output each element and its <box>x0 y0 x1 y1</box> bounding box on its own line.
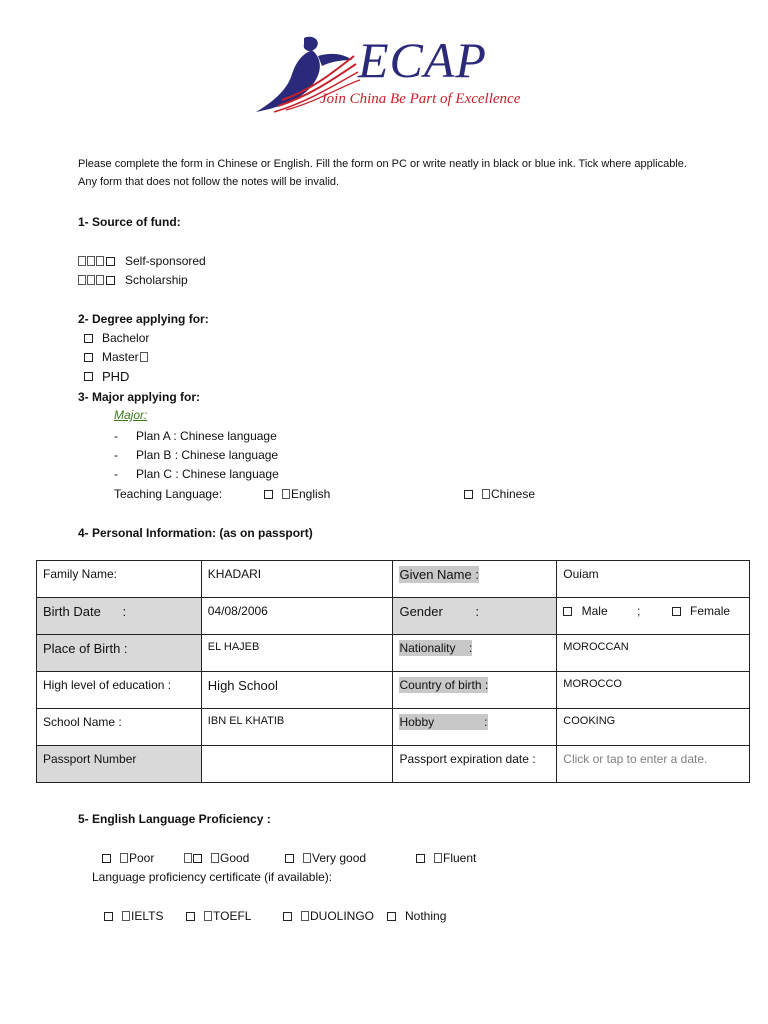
checkbox-nothing[interactable] <box>387 912 396 921</box>
hobby-label: Hobby : <box>399 715 488 729</box>
cert-option-ielts[interactable] <box>104 909 163 923</box>
checkbox-fluent[interactable] <box>416 854 425 863</box>
passport-exp-date-picker[interactable]: Click or tap to enter a date. <box>557 746 750 783</box>
passport-number-label: Passport Number <box>37 746 202 783</box>
table-row <box>37 635 750 672</box>
checkbox-phd[interactable] <box>84 372 93 381</box>
country-birth-field[interactable]: MOROCCO <box>557 672 750 709</box>
degree-option-label: Bachelor <box>102 331 150 345</box>
level-option-label: Fluent <box>443 851 477 865</box>
degree-option-label: Master <box>102 350 139 364</box>
cert-option-label: TOEFL <box>213 909 252 923</box>
section-title-major: 3- Major applying for: <box>78 390 201 404</box>
checkbox-english[interactable] <box>264 490 273 499</box>
checkbox-duolingo[interactable] <box>283 912 292 921</box>
checkbox-poor[interactable] <box>102 854 111 863</box>
family-name-field[interactable]: KHADARI <box>201 561 393 598</box>
hobby-field[interactable]: COOKING <box>557 709 750 746</box>
place-birth-cell <box>37 635 202 672</box>
table-row <box>37 672 750 709</box>
list-dash: - <box>114 467 118 481</box>
level-option-good[interactable] <box>184 851 249 865</box>
level-option-very-good[interactable] <box>285 851 366 865</box>
gender-cell <box>393 598 557 635</box>
school-name-label: School Name : <box>37 709 202 746</box>
given-name-label: Given Name : <box>399 567 479 582</box>
degree-option-label: PHD <box>102 369 130 384</box>
cert-option-label: Nothing <box>405 909 447 923</box>
fund-option-scholarship[interactable] <box>78 273 188 287</box>
checkbox-good[interactable] <box>193 854 202 863</box>
place-birth-field[interactable]: EL HAJEB <box>201 635 393 672</box>
plan-item <box>114 467 279 481</box>
cert-option-duolingo[interactable] <box>283 909 374 923</box>
nationality-cell <box>393 635 557 672</box>
teaching-language-label: Teaching Language: <box>114 487 223 501</box>
intro-line-1: Please complete the form in Chinese or English. Fill the form on PC or write neatly in black or blue ink. Tick where applicable. <box>78 158 687 170</box>
plan-item <box>114 429 277 443</box>
section-title-degree: 2- Degree applying for: <box>78 312 209 326</box>
given-name-field[interactable]: Ouiam <box>557 561 750 598</box>
checkbox-bachelor[interactable] <box>84 334 93 343</box>
education-field[interactable]: High School <box>201 672 393 709</box>
checkbox-scholarship[interactable] <box>106 276 115 285</box>
fund-option-label: Self-sponsored <box>125 254 206 268</box>
place-birth-label: Place of Birth : <box>43 641 128 656</box>
section-title-personal: 4- Personal Information: (as on passport) <box>78 526 313 540</box>
major-label: Major: <box>114 408 148 422</box>
teaching-option-chinese[interactable] <box>464 487 535 501</box>
gender-separator: ; <box>636 604 641 618</box>
teaching-option-label: Chinese <box>491 487 536 501</box>
checkbox-toefl[interactable] <box>186 912 195 921</box>
brand-name: ECAP <box>358 32 487 88</box>
gender-label: Gender : <box>399 604 479 619</box>
nationality-field[interactable]: MOROCCAN <box>557 635 750 672</box>
plan-label: Plan C : Chinese language <box>136 467 279 481</box>
teaching-option-label: English <box>291 487 331 501</box>
checkbox-male[interactable] <box>563 607 572 616</box>
fund-option-self-sponsored[interactable] <box>78 254 206 268</box>
hobby-cell <box>393 709 557 746</box>
degree-option-phd[interactable] <box>84 369 129 384</box>
cert-option-label: DUOLINGO <box>310 909 375 923</box>
nationality-label: Nationality : <box>399 641 473 655</box>
plan-label: Plan B : Chinese language <box>136 448 279 462</box>
checkbox-very-good[interactable] <box>285 854 294 863</box>
degree-option-bachelor[interactable] <box>84 331 149 345</box>
plan-item <box>114 448 279 462</box>
checkbox-self-sponsored[interactable] <box>106 257 115 266</box>
table-row <box>37 561 750 598</box>
level-option-label: Poor <box>129 851 155 865</box>
section-title-english: 5- English Language Proficiency : <box>78 812 271 826</box>
section-title-fund: 1- Source of fund: <box>78 215 181 229</box>
level-option-poor[interactable] <box>102 851 154 865</box>
cert-option-toefl[interactable] <box>186 909 251 923</box>
fund-option-label: Scholarship <box>125 273 188 287</box>
birth-date-cell <box>37 598 202 635</box>
table-row <box>37 709 750 746</box>
country-birth-label: Country of birth : <box>399 678 489 692</box>
country-birth-cell <box>393 672 557 709</box>
level-option-fluent[interactable] <box>416 851 476 865</box>
teaching-option-english[interactable] <box>264 487 330 501</box>
birth-date-field[interactable]: 04/08/2006 <box>201 598 393 635</box>
checkbox-master[interactable] <box>84 353 93 362</box>
plan-label: Plan A : Chinese language <box>136 429 277 443</box>
cert-option-nothing[interactable] <box>387 909 446 923</box>
certificate-label: Language proficiency certificate (if available): <box>92 870 333 884</box>
table-row <box>37 746 750 783</box>
given-name-cell <box>393 561 557 598</box>
table-row <box>37 598 750 635</box>
level-option-label: Good <box>220 851 250 865</box>
checkbox-chinese[interactable] <box>464 490 473 499</box>
gender-options <box>557 598 750 635</box>
checkbox-female[interactable] <box>672 607 681 616</box>
education-label: High level of education : <box>37 672 202 709</box>
passport-exp-label: Passport expiration date : <box>393 746 557 783</box>
level-option-label: Very good <box>312 851 367 865</box>
ecap-logo <box>252 30 520 116</box>
school-name-field[interactable]: IBN EL KHATIB <box>201 709 393 746</box>
birth-date-label: Birth Date : <box>43 604 127 619</box>
gender-male-label: Male <box>581 604 608 618</box>
gender-female-label: Female <box>690 604 731 618</box>
intro-line-2: Any form that does not follow the notes will be invalid. <box>78 176 340 188</box>
checkbox-ielts[interactable] <box>104 912 113 921</box>
list-dash: - <box>114 429 118 443</box>
brand-slogan: Join China Be Part of Excellence <box>320 91 521 107</box>
cert-option-label: IELTS <box>131 909 164 923</box>
family-name-label: Family Name: <box>37 561 202 598</box>
degree-option-master[interactable] <box>84 350 149 364</box>
personal-info-table <box>36 560 750 783</box>
passport-number-field[interactable] <box>201 746 393 783</box>
list-dash: - <box>114 448 118 462</box>
